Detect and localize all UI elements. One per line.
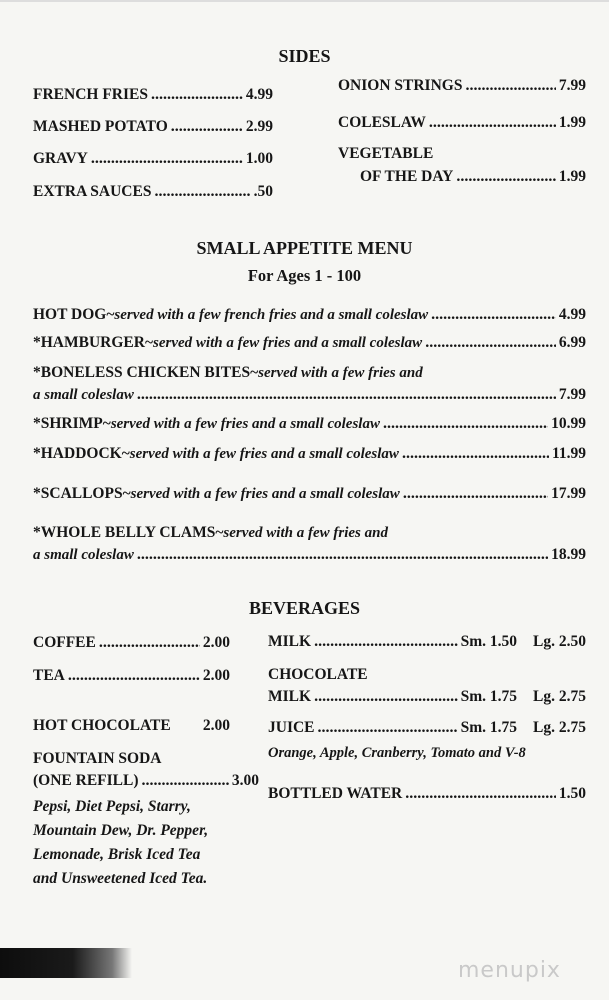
item-name: OF THE DAY — [360, 168, 454, 185]
kids-whole-belly-clams-line1: *WHOLE BELLY CLAMS ~ served with a few fries and — [33, 524, 388, 541]
item-name: *SCALLOPS — [33, 485, 123, 502]
item-name: TEA — [33, 667, 65, 684]
item-price: 4.99 — [245, 86, 273, 103]
item-price: 4.99 — [558, 306, 586, 323]
item-name: (ONE REFILL) — [33, 772, 139, 789]
item-desc: served with a few french fries and a small coleslaw — [114, 307, 429, 323]
size-small-price: Sm. 1.50 — [460, 633, 518, 650]
side-coleslaw — [338, 114, 586, 132]
item-name: *SHRIMP — [33, 415, 103, 432]
bev-bottled-water — [268, 785, 586, 803]
kids-shrimp: *SHRIMP ~ served with a few fries and a small coleslaw ..... 10.99 — [33, 415, 586, 433]
item-price: 3.00 — [231, 772, 259, 789]
item-name: MASHED POTATO — [33, 118, 168, 135]
item-price: 18.99 — [551, 546, 586, 563]
beverages-heading: BEVERAGES — [248, 598, 361, 618]
bev-tea — [33, 667, 230, 685]
item-name: MILK — [268, 633, 312, 650]
size-small-price: Sm. 1.75 — [460, 688, 518, 705]
kids-chicken-bites-line1: *BONELESS CHICKEN BITES ~ served with a few fries and — [33, 364, 423, 381]
item-name: COLESLAW — [338, 114, 426, 131]
item-price: 2.00 — [202, 634, 230, 651]
side-onion-strings — [338, 77, 586, 95]
item-price: 2.00 — [202, 667, 230, 684]
side-gravy — [33, 150, 273, 168]
bev-juice-desc: Orange, Apple, Cranberry, Tomato and V-8 — [268, 745, 526, 761]
item-price: 2.99 — [245, 118, 273, 135]
size-large-price: Lg. 2.75 — [533, 688, 586, 705]
item-desc: served with a few fries and — [258, 365, 423, 381]
item-price: .50 — [253, 183, 273, 200]
bev-milk — [268, 633, 586, 651]
item-desc: served with a few fries and a small coleslaw — [110, 416, 380, 432]
item-price: 10.99 — [551, 415, 586, 432]
item-name: GRAVY — [33, 150, 88, 167]
side-mashed-potato — [33, 118, 273, 136]
size-large-price: Lg. 2.75 — [533, 719, 586, 736]
item-name: *WHOLE BELLY CLAMS — [33, 524, 216, 541]
small-appetite-heading: SMALL APPETITE MENU — [196, 238, 413, 258]
scan-shadow — [0, 948, 132, 978]
bev-juice — [268, 719, 586, 737]
item-name: *HADDOCK — [33, 445, 122, 462]
side-vegetable-label: VEGETABLE — [338, 145, 434, 162]
item-desc: served with a few fries and a small coleslaw — [129, 446, 399, 462]
item-name: EXTRA SAUCES — [33, 183, 152, 200]
item-price: 2.00 — [202, 717, 230, 734]
item-name: MILK — [268, 688, 312, 705]
item-desc: served with a few fries and a small coleslaw — [153, 335, 423, 351]
size-large-price: Lg. 2.50 — [533, 633, 586, 650]
bev-coffee — [33, 634, 230, 652]
item-name: *BONELESS CHICKEN BITES — [33, 364, 251, 381]
item-name: HOT DOG — [33, 306, 107, 323]
sides-heading: SIDES — [278, 46, 331, 66]
item-name: BOTTLED WATER — [268, 785, 403, 802]
item-name: FRENCH FRIES — [33, 86, 148, 103]
item-price: 1.50 — [558, 785, 586, 802]
bev-hot-chocolate — [33, 717, 230, 735]
item-price: 1.99 — [558, 168, 586, 185]
bev-fountain-soda — [33, 772, 259, 790]
item-desc: a small coleslaw — [33, 387, 134, 403]
menupix-watermark: menupix — [458, 958, 561, 983]
item-desc: served with a few fries and a small coleslaw — [130, 486, 400, 502]
item-name: *HAMBURGER — [33, 334, 145, 351]
bev-fountain-soda-label: FOUNTAIN SODA — [33, 750, 162, 767]
item-desc: served with a few fries and — [223, 525, 388, 541]
bev-chocolate-milk-label: CHOCOLATE — [268, 666, 368, 683]
item-price: 17.99 — [551, 485, 586, 502]
kids-hamburger: *HAMBURGER ~ served with a few fries and a small coleslaw ..... 6.99 — [33, 334, 586, 352]
item-price: 11.99 — [551, 445, 586, 462]
side-vegetable-of-day — [360, 168, 586, 186]
kids-haddock: *HADDOCK ~ served with a few fries and a small coleslaw ..... 11.99 — [33, 445, 586, 463]
item-price: 1.00 — [245, 150, 273, 167]
kids-scallops: *SCALLOPS ~ served with a few fries and a small coleslaw ..... 17.99 — [33, 485, 586, 503]
scan-edge — [0, 0, 609, 2]
kids-hot-dog: HOT DOG ~ served with a few french fries and a small coleslaw ..... 4.99 — [33, 306, 586, 324]
bev-chocolate-milk — [268, 688, 586, 706]
kids-chicken-bites-line2 — [33, 386, 586, 404]
item-name: JUICE — [268, 719, 315, 736]
item-price: 7.99 — [558, 77, 586, 94]
item-name: COFFEE — [33, 634, 96, 651]
small-appetite-subheading: For Ages 1 - 100 — [247, 266, 362, 285]
item-price: 7.99 — [558, 386, 586, 403]
side-extra-sauces — [33, 183, 273, 201]
kids-whole-belly-clams-line2 — [33, 546, 586, 564]
item-name: HOT CHOCOLATE — [33, 717, 171, 734]
item-price: 1.99 — [558, 114, 586, 131]
side-french-fries — [33, 86, 273, 104]
item-desc: a small coleslaw — [33, 547, 134, 563]
item-price: 6.99 — [558, 334, 586, 351]
item-name: ONION STRINGS — [338, 77, 463, 94]
size-small-price: Sm. 1.75 — [460, 719, 518, 736]
bev-fountain-desc: Pepsi, Diet Pepsi, Starry, Mountain Dew, Dr. Pepper, Lemonade, Brisk Iced Tea and Unsweetened Iced Tea. — [33, 798, 209, 887]
